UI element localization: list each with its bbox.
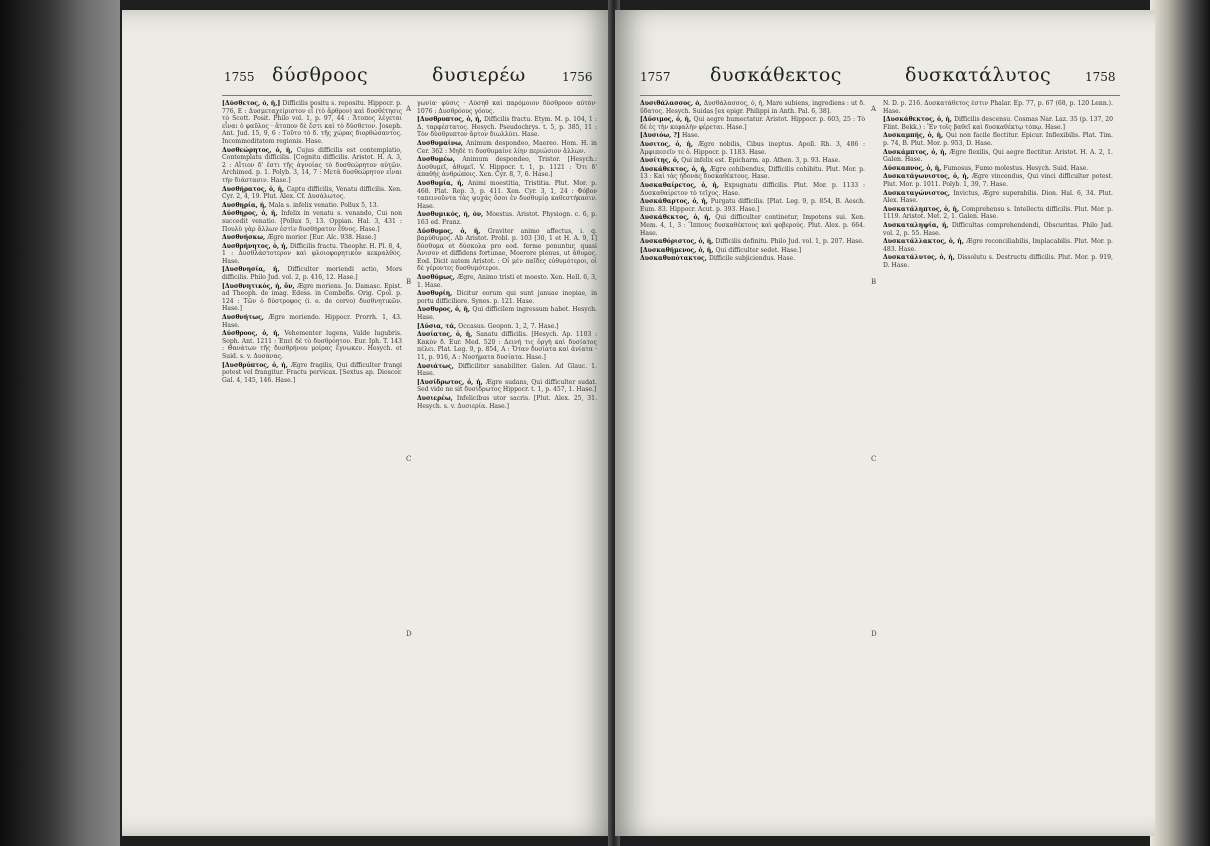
entry-lemma: Δυσκαταληψία, ἡ,	[883, 221, 952, 229]
dictionary-entry	[417, 379, 597, 394]
dictionary-entry	[883, 238, 1113, 253]
entry-text: Ægre, Animo tristi et moesto. Xen. Hell. 6, 3, 1. Hase.	[417, 274, 597, 289]
dictionary-entry	[640, 166, 865, 181]
entry-lemma: Δυσκαμπής, ὁ, ἡ,	[883, 132, 946, 140]
entry-text: Ægre fragilis, Qui difficulter frangi potest vel frangitur. Fractu pervicax. [Sextus ap. Dioscor. Gal. 4, 145, 146. Hase.]	[222, 361, 402, 384]
dictionary-entry	[222, 330, 402, 360]
dictionary-entry	[883, 190, 1113, 205]
entry-text: Dissolutu s. Destructu difficilis. Plut. Mor. p. 919, D. Hase.	[883, 254, 1113, 269]
left-headword-1: δύσθροος	[272, 64, 369, 86]
entry-text: Difficilis fractu. Theophr. H. Pl. 8, 4, 1 : Δυσθλάστοτερον καὶ φλοιοφορητικὸν κεκραλθός. Hase.	[222, 242, 402, 265]
entry-text: Ægre reconciliabilis, Implacabilis. Plut. Mor. p. 483. Hase.	[883, 238, 1113, 253]
entry-lemma: Δυσθυρίη,	[417, 290, 457, 298]
dictionary-entry	[883, 173, 1113, 188]
entry-lemma: Δυσκαταγώνιστος,	[883, 189, 954, 197]
entry-lemma: Δυσκάθαρτος, ὁ, ἡ,	[640, 198, 711, 206]
entry-lemma: Δυσθρήνητος, ὁ, ἡ,	[222, 242, 290, 250]
entry-text: Ægre nobilis, Cibus ineptus. Apoll. Rh. 3, 486 : Ἀμφιπεσεῖν τε ὁ. Hippocr. p. 1183. Hase.	[640, 140, 865, 156]
right-headword-2: δυσκατάλυτος	[905, 64, 1052, 86]
entry-text: Ægre cohibendus, Difficilis cohibitu. Plut. Mor. p. 13 : Καὶ τὰς ἡδονὰς δυσκαθέκτους. Hase.	[640, 165, 865, 181]
entry-lemma: Δυσκαθυπότακτος,	[640, 255, 709, 263]
dictionary-entry	[883, 254, 1113, 269]
dictionary-entry	[883, 116, 1113, 131]
entry-lemma: [Δύσιμος, ὁ, ἡ,	[640, 116, 694, 124]
dictionary-entry	[883, 222, 1113, 237]
entry-text: Fumosus, Fumo molestus. Hesych. Suid. Hase.	[943, 164, 1089, 172]
entry-lemma: Δυσκάμπτος, ὁ, ἡ,	[883, 148, 950, 156]
entry-text: Ægre moriens. Jo. Damasc. Epist. ad Theoph. de imag. Edess. in Combefis. Orig. Cpol. p. 124 : Τῶν ὁ δύστροφος (i. e. de cervo) δυσθνητικῶν. Hase.]	[222, 282, 402, 313]
entry-text: Qui aegre humectatur. Aristot. Hippocr. p. 603, 25 : Τὸ δὲ ἐς τὴν κεφαλὴν φέρεται. Hase.]	[640, 116, 865, 131]
dictionary-entry	[640, 157, 865, 165]
entry-text: Occasus. Geopon. 1, 2, 7. Hase.]	[458, 322, 559, 330]
entry-text: Hase.	[681, 132, 700, 140]
entry-lemma: Δύσθυμος, ὁ, ἡ,	[417, 227, 488, 235]
entry-text: Difficultas comprehendendi, Obscuritas. Philo Jud. vol. 2, p. 55. Hase.	[883, 221, 1113, 237]
left-page	[122, 10, 612, 836]
dictionary-entry	[417, 100, 597, 115]
left-column-2	[417, 100, 597, 820]
dictionary-entry	[417, 395, 597, 410]
dictionary-entry	[640, 255, 865, 263]
right-page-number-1: 1757	[640, 70, 671, 84]
dictionary-entry	[222, 243, 402, 266]
dictionary-entry	[640, 198, 865, 213]
entry-lemma: Δυσκάθεκτος, ὁ, ἡ,	[640, 165, 710, 173]
entry-lemma: Δυσθνήτως,	[222, 314, 269, 322]
entry-lemma: Δυσκατάλυτος, ὁ, ἡ,	[883, 254, 958, 262]
entry-text: Ægre moriendo. Hippocr. Prorrh. 1, 43. Hase.	[222, 314, 402, 329]
entry-text: Cujus difficilis est contemplatio, Contemplatu difficilis. [Cognitu difficilis. Aristot. H. A. 3, 2 : Αἴτιον δ' ἐστι τῆς ἀγνοίας τὸ δυσθεώρητον αὐτῶν. Archimed. p. 1. Polyb. 3, 14, 7 : Μετὰ δυσθεώρητον εἶναι τὴν διάστασιν. Hase.]	[222, 146, 402, 184]
entry-lemma: Δυσίτης, ὁ,	[640, 157, 682, 165]
entry-lemma: Δύσθηρος, ὁ, ἡ,	[222, 210, 281, 218]
dictionary-entry	[417, 274, 597, 289]
right-column-mark-b: B	[871, 278, 877, 286]
entry-lemma: [Δυσθρυπτος, ὁ, ἡ,	[417, 116, 485, 124]
entry-lemma: [Δυσθρύπτος, ὁ, ἡ,	[222, 361, 291, 369]
right-page	[615, 10, 1155, 836]
dictionary-entry	[640, 238, 865, 246]
entry-lemma: Δυσιθάλασσος, ὁ,	[640, 100, 704, 107]
left-page-number-2: 1756	[562, 70, 593, 84]
dictionary-entry	[417, 306, 597, 321]
dictionary-entry	[222, 266, 402, 281]
entry-text: Infelicibus utor sacris. [Plut. Alex. 25, 31. Hesych. s. v. Δυσιερία. Hase.]	[417, 394, 597, 410]
dictionary-entry	[417, 140, 597, 155]
entry-text: Sanatu difficilis. [Hesych. Ap. 1103 : Κακὸν δ. Eur. Med. 520 : Δεινή τις ὀργὴ καὶ δυσίατος πέλει. Plat. Leg. 9, p. 854, A : Ὅταν δυσίατα καὶ ἀνίατα · 11, p. 916, A : Νοσήματα δυσίατα. Hase.]	[417, 331, 597, 361]
dictionary-entry	[417, 363, 597, 378]
entry-text: Ægre morior. [Eur. Alc. 938. Hase.]	[267, 234, 376, 242]
entry-lemma: Δυσθεώρητος, ὁ, ἡ,	[222, 146, 297, 154]
left-column-mark-c: C	[406, 455, 412, 463]
entry-lemma: Δυσιάτως,	[417, 362, 458, 370]
entry-text: Expugnatu difficilis. Plut. Mor. p. 1133 : Δυσκαθαίρετον τὸ τεῖχος. Hase.	[640, 181, 865, 197]
dictionary-entry	[640, 132, 865, 140]
entry-text: Difficilis descensu. Cosmas Nar. Laz. 35 (p. 137, 20 Flint. Bekk.) : Ἔν τοῖς βαθεῖ καὶ δυσκαθέκτῳ τόπῳ. Hase.]	[883, 116, 1113, 131]
entry-text: Animum despondeo, Maereo. Hom. H. in Cer. 362 : Μηδὲ τι δυσθυμαίνε λίην περιώσιον ἄλλων.	[417, 139, 597, 155]
dictionary-entry	[222, 362, 402, 385]
book-left-edge	[0, 0, 120, 846]
right-column-mark-c: C	[871, 455, 877, 463]
dictionary-entry	[222, 210, 402, 233]
dictionary-entry	[222, 147, 402, 185]
left-page-number-1: 1755	[224, 70, 255, 84]
entry-lemma: Δυσθήρατος, ὁ, ἡ,	[222, 185, 287, 193]
entry-lemma: [Δυσθνησία, ἡ,	[222, 266, 288, 274]
entry-lemma: [Δύσια, τά,	[417, 322, 459, 330]
book-right-edge	[1150, 0, 1210, 846]
left-column-mark-a: A	[406, 105, 412, 113]
entry-lemma: Δυσιτος, ὁ, ἡ,	[640, 140, 698, 148]
dictionary-entry	[417, 228, 597, 274]
entry-text: Qui difficulter sedet. Hase.]	[715, 246, 802, 254]
entry-text: Qui difficilem ingressum habet. Hesych. Hase.	[417, 306, 597, 322]
dictionary-entry	[417, 180, 597, 210]
entry-lemma: Δύσκαπνος, ὁ, ἡ,	[883, 164, 944, 172]
left-headword-2: δυσιερέω	[432, 64, 526, 86]
dictionary-entry	[222, 234, 402, 242]
dictionary-entry	[417, 331, 597, 361]
entry-text: Ægre flexilis, Qui aegre flectitur. Aristot. H. A. 2, 1. Galen. Hase.	[883, 148, 1113, 164]
entry-lemma: Δυσιερέω,	[417, 394, 457, 402]
dictionary-entry	[222, 314, 402, 329]
dictionary-entry	[222, 283, 402, 313]
dictionary-entry	[640, 247, 865, 255]
entry-lemma: Δυσκατάγωνιστος, ὁ, ἡ,	[883, 173, 972, 181]
entry-text: Animi moestitia, Tristitia. Plut. Mor. p. 468. Plat. Rep. 3, p. 411. Xen. Cyr. 3, 1, 24 : Φόβον ταπεινοῦντα τὰς ψυχάς ὅσοι ἐν δυσθυμίᾳ καθεστήκασιν. Hase.	[417, 179, 597, 210]
dictionary-entry	[883, 132, 1113, 147]
entry-lemma: Δυσθηρία, ἡ,	[222, 201, 269, 209]
entry-text: Qui difficulter continetur, Impotens sui. Xen. Mem. 4, 1, 3 : Ἵππους δυσκαθέκτους καὶ φοβερούς. Plut. Alex. p. 664. Hase.	[640, 214, 865, 237]
dictionary-entry	[417, 290, 597, 305]
dictionary-entry	[222, 100, 402, 146]
entry-lemma: Δυσκαθαίρετος, ὁ, ἡ,	[640, 181, 725, 189]
entry-text: Purgatu difficilis. [Plat. Leg. 9, p. 854, B. Aesch. Eum. 83. Hippocr. Acut. p. 393. Hase.]	[640, 198, 865, 213]
dictionary-entry	[417, 156, 597, 179]
right-header-rule	[640, 95, 1120, 96]
dictionary-entry	[222, 202, 402, 210]
entry-text: Captu difficilis, Venatu difficilis. Xen. Cyr. 2, 4, 19. Plut. Alex. Cf. Δυσάλωτος.	[222, 185, 402, 201]
entry-lemma: Δυσθυμία, ἡ,	[417, 179, 468, 187]
entry-lemma: Δυσκατάλλακτος, ὁ, ἡ,	[883, 238, 967, 246]
dictionary-entry	[417, 323, 597, 331]
dictionary-entry	[222, 186, 402, 201]
entry-lemma: [Δυσκαθήμενος, ὁ, ἡ,	[640, 246, 716, 254]
dictionary-entry	[640, 214, 865, 237]
dictionary-entry	[640, 116, 865, 131]
entry-text: Comprehensu s. Intellectu difficilis. Plut. Mor. p. 1119. Aristot. Met. 2, 1. Galen. Hase.	[883, 205, 1113, 221]
entry-lemma: Δυσίατος, ὁ, ἡ,	[417, 331, 477, 339]
entry-text: γωνία· φύσις · Αὐσηθ καὶ παρόμοιον δύσθροον αὐτὸν· 1076 : Δυσθρόους γόους.	[417, 100, 597, 115]
entry-text: Mala s. infelix venatio. Pollux 5, 13.	[268, 201, 379, 209]
left-column-mark-b: B	[406, 278, 412, 286]
right-page-number-2: 1758	[1085, 70, 1116, 84]
entry-text: Difficilis positu s. repositu. Hippocr. p. 776, E : Δυσμεταχείριστον εἶ (τὸ ἄρθρον) καὶ δυσθέτησις τὸ Scott. Posit. Philo vol. 1, p. 97, 44 : Ἄτοπος λέγεται εἶναι ὁ φαῦλος · ἄτοπον δὲ ἔστι καὶ τὸ δύσθετον. Joseph. Ant. Jud. 15, 9, 6 : Τοῦτο τὸ δ. τῆς χώρας διορθώσαντος. Incommoditatem regionis. Hase.	[222, 100, 402, 145]
entry-text: Ægre sudans, Qui difficulter sudat. Sed vide ne sit δυσίδρωτος Hippocr. t. 1, p. 457, 1. Hase.]	[417, 378, 597, 394]
left-column-1	[222, 100, 402, 820]
entry-lemma: Δυσθυμέω,	[417, 156, 463, 164]
entry-lemma: Δυσκατάληπτος, ὁ, ἡ,	[883, 205, 962, 213]
entry-lemma: [Δυσίδρωτος, ὁ, ἡ,	[417, 378, 486, 386]
entry-lemma: [Δυσθνητικός, ἡ, ὄν,	[222, 282, 298, 290]
dictionary-entry	[883, 165, 1113, 173]
entry-text: Ægre vincendus, Qui vinci difficulter potest. Plut. Mor. p. 1011. Polyb. 1, 39, 7. Hase.	[883, 173, 1113, 188]
entry-text: Qui infelix est. Epicharm. ap. Athen. 3, p. 93. Hase.	[681, 157, 841, 165]
entry-text: Difficile subjiciendus. Hase.	[709, 255, 796, 263]
right-column-mark-a: A	[871, 105, 877, 113]
entry-lemma: Δυσθυρος, ὁ, ἡ,	[417, 306, 473, 314]
entry-text: Moestus. Aristot. Physiogn. c. 6, p. 163 ed. Franz.	[417, 211, 597, 226]
entry-text: Animum despondeo, Tristor. [Hesych.: Δυσθυμεῖ, ἀθυμεῖ. V. Hippocr. t. 1, p. 1121 : Ὅτι δ' ἀπαθὴς ἀνθρώποις. Xen. Cyr. 8, 7, 6. Hase.]	[417, 156, 597, 179]
entry-text: Difficiliter sanabiliter. Galen. Ad Glauc. 1. Hase.	[417, 362, 597, 378]
entry-text: Vehementer lugens, Valde lugubris. Soph. Ant. 1211 : Ἐπεὶ δὲ τὸ δυσθρόητον. Eur. Iph. T. 143 : Θανάτων τῆς δυσθρήνου μοίρας ἔγνωκεν. Hesych. et Suid. s. v. Δυσάνας.	[222, 330, 402, 360]
entry-lemma: Δυσθνήσκω,	[222, 234, 268, 242]
entry-lemma: Δυσκαθόριστος, ὁ, ἡ,	[640, 238, 716, 246]
entry-lemma: Δύσθροος, ὁ, ἡ,	[222, 330, 285, 338]
dictionary-entry	[417, 116, 597, 139]
dictionary-entry	[640, 100, 865, 115]
right-headword-1: δυσκάθεκτος	[710, 64, 842, 86]
entry-text: Difficilis fractu. Etym. M. p. 104, 1 : Δ. ταρφέστατος. Hesych. Pseudochrys. t. 5, p. 385, 11 : Τὸν δύσθρυπτον ἄρτον διωλλύει. Hase.	[417, 116, 597, 139]
entry-text: Invictus, Ægre superabilis. Dion. Hal. 6, 34. Plut. Alex. Hase.	[883, 189, 1113, 205]
entry-lemma: [Δύσθετος, ὁ, ἡ,]	[222, 100, 283, 107]
right-column-mark-d: D	[871, 630, 877, 638]
dictionary-entry	[640, 182, 865, 197]
dictionary-entry	[883, 206, 1113, 221]
left-header-rule	[222, 95, 592, 96]
entry-text: N. D. p. 216. Δυσκατάθετος ἐστιν Phalar. Ep. 77, p. 67 (68, p. 120 Lenn.). Hase.	[883, 100, 1113, 115]
dictionary-entry	[640, 141, 865, 156]
entry-lemma: Δυσθυμαίνω,	[417, 139, 467, 147]
entry-text: Dicitur eorum qui sunt januae inopiae, in portu difficiliore. Synes. p. 121. Hase.	[417, 290, 597, 305]
entry-text: Δυσθάλασσος, ὁ, ἡ, Mare subiens, ingrediens : ut δ. ὕδατος. Hesych. Suidas [ex epigr. Philippi in Anth. Pal. 6, 38].	[640, 100, 865, 115]
dictionary-entry	[883, 149, 1113, 164]
entry-lemma: Δυσθύμως,	[417, 274, 458, 282]
left-column-mark-d: D	[406, 630, 412, 638]
dictionary-entry	[883, 100, 1113, 115]
entry-text: Qui non facile flectitur. Epicur. Inflexibilis. Plat. Tim. p. 74, B. Plut. Mor. p. 953, D. Hase.	[883, 132, 1113, 147]
entry-text: Infelix in venatu s. venando, Cui non succedit venatio. [Pollux 5, 13. Oppian. Hal. 3, 431 : Πουλὺ γὰρ ἄλλων ἐστὶν δυσθήρατον ἔθνος. Hase.]	[222, 210, 402, 233]
entry-text: Difficulter moriendi actio, Mors difficilis. Philo Jud. vol. 2, p. 416, 12. Hase.]	[222, 266, 402, 282]
entry-text: Difficilis definitu. Philo Jud. vol. 1, p. 207. Hase.	[715, 238, 864, 246]
entry-lemma: [Δυσκάθεκτος, ὁ, ἡ,	[883, 116, 955, 124]
entry-lemma: Δυσθυμικός, ή, όν,	[417, 211, 486, 219]
dictionary-entry	[417, 211, 597, 226]
entry-text: Graviter animo affectus, i. q. βαρύθυμος. Ab Aristot. Probl. p. 103 [30, 1 et H. A. 9, 1] δύσθυμα et δύσκολα pro eod. ferme ponuntur, quasi Ἀνισον et diffidens fortunae, Moerore plenus, ut ἄθυμος. Eod. Dicit autem Aristot. : Οἱ μὲν παῖδες εὐθυμότεροι, οἱ δὲ γέροντες δυσθυμότεροι.	[417, 227, 597, 273]
entry-lemma: [Δυσιόω, ?]	[640, 132, 682, 140]
right-column-1	[640, 100, 865, 820]
entry-lemma: Δυσκάθεκτος, ὁ, ἡ,	[640, 214, 716, 222]
right-column-2	[883, 100, 1113, 820]
